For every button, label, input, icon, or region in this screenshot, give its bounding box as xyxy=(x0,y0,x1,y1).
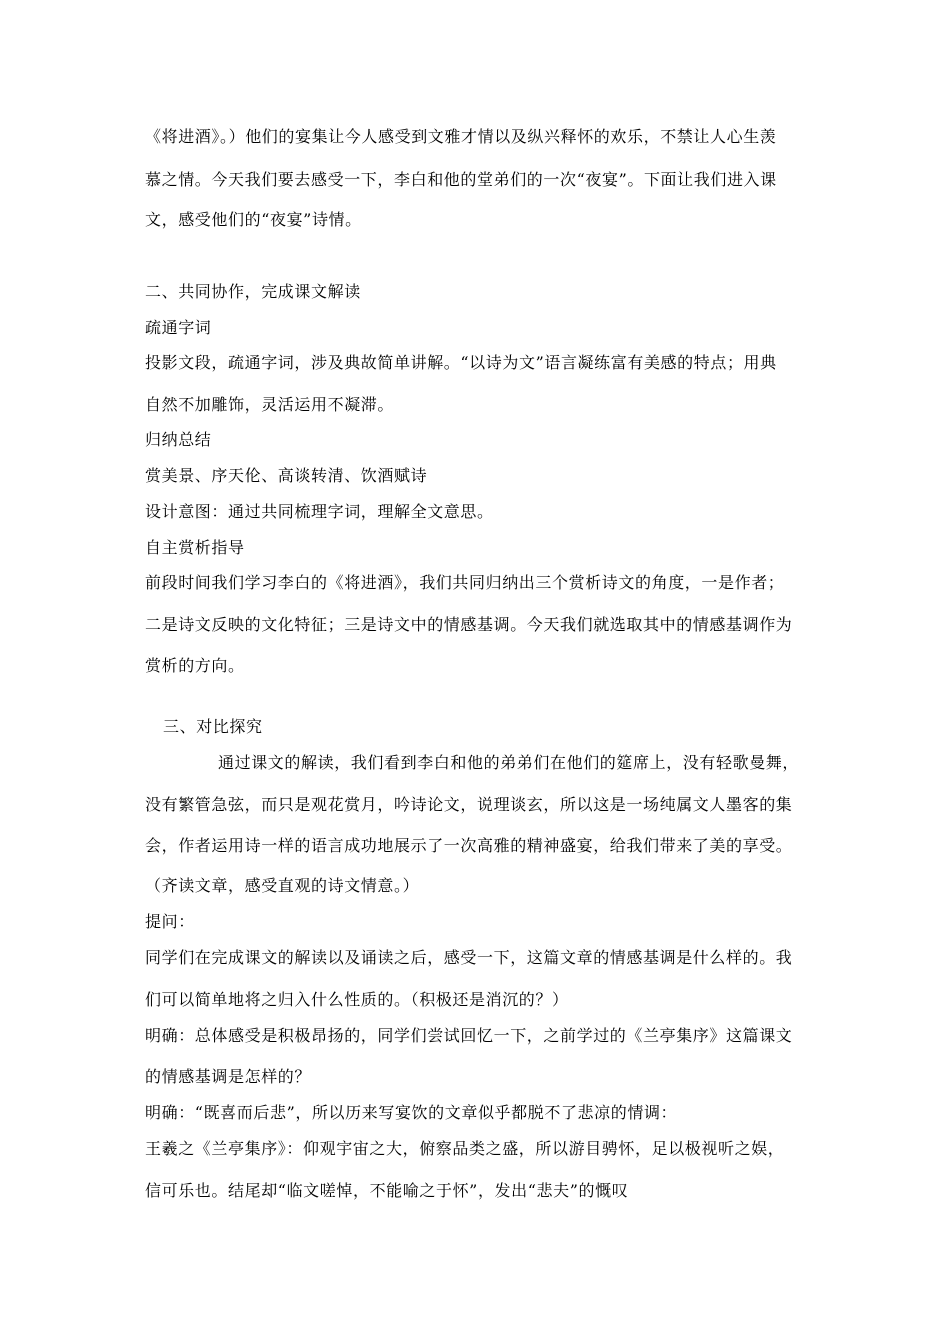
subheading: 自主赏析指导 xyxy=(145,538,245,557)
paragraph-line: 二是诗文反映的文化特征；三是诗文中的情感基调。今天我们就选取其中的情感基调作为 xyxy=(145,615,793,634)
paragraph-line: 前段时间我们学习李白的《将进酒》，我们共同归纳出三个赏析诗文的角度，一是作者； xyxy=(145,573,785,592)
paragraph-line: 设计意图：通过共同梳理字词，理解全文意思。 xyxy=(145,502,494,521)
paragraph-line: 会，作者运用诗一样的语言成功地展示了一次高雅的精神盛宴，给我们带来了美的享受。 xyxy=(145,836,793,855)
paragraph-line: 同学们在完成课文的解读以及诵读之后，感受一下，这篇文章的情感基调是什么样的。我 xyxy=(145,948,793,967)
paragraph-line: 慕之情。今天我们要去感受一下，李白和他的堂弟们的一次“夜宴”。下面让我们进入课 xyxy=(145,170,777,189)
subheading: 归纳总结 xyxy=(145,430,212,449)
paragraph-line: 文，感受他们的“夜宴”诗情。 xyxy=(145,210,362,229)
paragraph-line: （齐读文章，感受直观的诗文情意。） xyxy=(145,876,420,895)
paragraph-line: 的情感基调是怎样的？ xyxy=(145,1067,312,1086)
paragraph-line: 没有繁管急弦，而只是观花赏月，吟诗论文，说理谈玄，所以这是一场纯属文人墨客的集 xyxy=(145,795,793,814)
paragraph-line: 提问： xyxy=(145,912,195,931)
paragraph-line: 投影文段，疏通字词，涉及典故简单讲解。“以诗为文”语言凝练富有美感的特点；用典 xyxy=(145,353,777,372)
section-heading: 二、共同协作，完成课文解读 xyxy=(145,282,361,301)
paragraph-line: 赏析的方向。 xyxy=(145,656,245,675)
paragraph-line: 信可乐也。结尾却“临文嗟悼，不能喻之于怀”，发出“悲夫”的慨叹 xyxy=(145,1181,629,1200)
subheading: 疏通字词 xyxy=(145,318,212,337)
paragraph-line: 通过课文的解读，我们看到李白和他的弟弟们在他们的筵席上，没有轻歌曼舞， xyxy=(218,753,800,772)
paragraph-line: 《将进酒》。）他们的宴集让今人感受到文雅才情以及纵兴释怀的欢乐，不禁让人心生羡 xyxy=(145,127,777,146)
section-heading: 三、对比探究 xyxy=(163,717,263,736)
paragraph-line: 王羲之《兰亭集序》：仰观宇宙之大，俯察品类之盛，所以游目骋怀，足以极视听之娱， xyxy=(145,1139,785,1158)
paragraph-line: 明确：总体感受是积极昂扬的，同学们尝试回忆一下，之前学过的《兰亭集序》这篇课文 xyxy=(145,1026,793,1045)
paragraph-line: 赏美景、序天伦、高谈转清、饮酒赋诗 xyxy=(145,466,428,485)
paragraph-line: 们可以简单地将之归入什么性质的。（积极还是消沉的？） xyxy=(145,990,569,1009)
paragraph-line: 自然不加雕饰，灵活运用不凝滞。 xyxy=(145,395,395,414)
paragraph-line: 明确：“既喜而后悲”，所以历来写宴饮的文章似乎都脱不了悲凉的情调： xyxy=(145,1103,678,1122)
